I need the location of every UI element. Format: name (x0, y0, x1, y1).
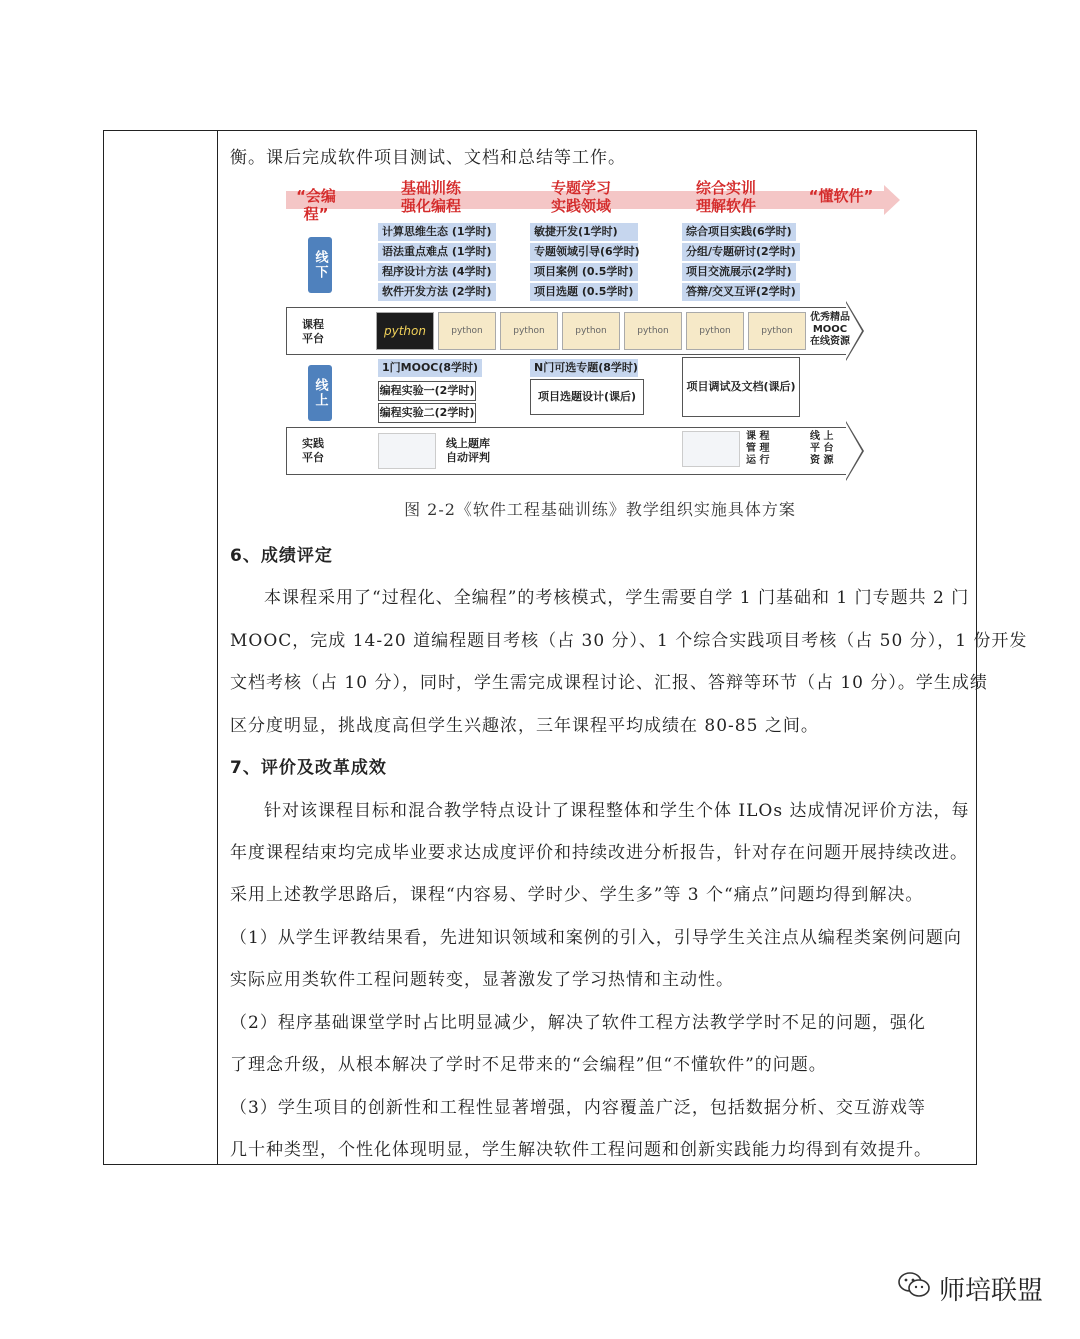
course-thumbnail: python (438, 312, 496, 350)
practice-end-label-2: 线 上 平 台 资 源 (810, 431, 834, 466)
judge-screenshot (378, 433, 436, 469)
phase-2 (541, 179, 621, 215)
offline-col2-item: 项目选题 (0.5学时) (530, 283, 638, 301)
online-lab-item: 编程实验一(2学时) (378, 381, 476, 401)
course-thumbnail: python (686, 312, 744, 350)
management-screenshot (682, 431, 740, 467)
offline-col1-item: 软件开发方法 (2学时) (378, 283, 496, 301)
course-platform-label: 课程 平台 (302, 318, 324, 345)
section-7-line: 实际应用类软件工程问题转变，显著激发了学习热情和主动性。 (230, 970, 734, 990)
offline-col2-item: 专题领域引导(6学时) (530, 243, 638, 261)
online-badge: 线上 (308, 365, 332, 421)
phase-2-line2: 实践领域 (550, 197, 611, 215)
offline-col3-item: 综合项目实践(6学时) (682, 223, 796, 241)
practice-platform-label: 实践 平台 (302, 437, 324, 464)
offline-col3-item: 分组/专题研讨(2学时) (682, 243, 800, 261)
section-7-line: （3）学生项目的创新性和工程性显著增强，内容覆盖广泛，包括数据分析、交互游戏等 (230, 1098, 926, 1118)
phase-1 (391, 179, 471, 215)
offline-badge: 线下 (308, 237, 332, 293)
section-7-line: 年度课程结束均完成毕业要求达成度评价和持续改进分析报告，针对存在问题开展持续改进。 (230, 843, 968, 863)
end-label: “懂软件” (808, 187, 874, 205)
section-6-title: 6、成绩评定 (230, 546, 333, 566)
document-table-frame (103, 130, 1028, 1165)
table-column-divider (217, 131, 218, 1164)
wechat-watermark (897, 1270, 1043, 1307)
phase-1-line2: 强化编程 (400, 197, 461, 215)
offline-col1-item: 计算思维生态 (1学时) (378, 223, 496, 241)
phase-3-line2: 理解软件 (695, 197, 756, 215)
section-7-line: （1）从学生评教结果看，先进知识领域和案例的引入，引导学生关注点从编程类案例问题向 (230, 928, 962, 948)
phase-2-line1: 专题学习 (550, 179, 611, 197)
course-thumbnail: python (562, 312, 620, 350)
phase-3 (686, 179, 766, 215)
offline-col2-item: 敏捷开发(1学时) (530, 223, 638, 241)
offline-col3-item: 答辩/交叉互评(2学时) (682, 283, 800, 301)
watermark-text: 师培联盟 (939, 1276, 1044, 1306)
phase-1-line1: 基础训练 (400, 179, 461, 197)
figure-caption: 图 2-2《软件工程基础训练》教学组织实施具体方案 (404, 500, 796, 519)
course-thumbnail: python (624, 312, 682, 350)
offline-col1-item: 程序设计方法 (4学时) (378, 263, 496, 281)
section-7-line: 了理念升级，从根本解决了学时不足带来的“会编程”但“不懂软件”的问题。 (230, 1055, 827, 1075)
project-debug-box: 项目调试及文档(课后) (682, 357, 800, 417)
project-selection-box: 项目选题设计(课后) (530, 379, 644, 415)
section-6-line: 文档考核（占 10 分），同时，学生需完成课程讨论、汇报、答辩等环节（占 10 分）。学生成绩 (230, 673, 988, 693)
course-thumbnail: python (500, 312, 558, 350)
section-6-line: 本课程采用了“过程化、全编程”的考核模式，学生需要自学 1 门基础和 1 门专题共 2 门 (264, 588, 970, 608)
offline-col2-item: 项目案例 (0.5学时) (530, 263, 638, 281)
online-mooc-item: 1门MOOC(8学时) (378, 359, 482, 377)
section-7-line: 采用上述教学思路后，课程“内容易、学时少、学生多”等 3 个“痛点”问题均得到解决。 (230, 885, 924, 905)
practice-mid-label: 线上题库 自动评判 (446, 437, 490, 464)
practice-end-label-1: 课 程 管 理 运 行 (746, 431, 770, 466)
intro-line: 衡。课后完成软件项目测试、文档和总结等工作。 (230, 148, 626, 168)
offline-col3-item: 项目交流展示(2学时) (682, 263, 796, 281)
section-7-line: （2）程序基础课堂学时占比明显减少，解决了软件工程方法教学学时不足的问题，强化 (230, 1013, 926, 1033)
offline-col1-item: 语法重点难点 (1学时) (378, 243, 496, 261)
wechat-icon (897, 1270, 931, 1307)
course-thumbnail: python (748, 312, 806, 350)
phase-3-line1: 综合实训 (695, 179, 756, 197)
platform-end-label: 优秀精品 MOOC 在线资源 (810, 312, 850, 347)
teaching-scheme-diagram (286, 179, 906, 479)
practice-platform-arrow-fill (846, 423, 862, 479)
section-7-line: 几十种类型，个性化体现明显，学生解决软件工程问题和创新实践能力均得到有效提升。 (230, 1140, 932, 1160)
section-6-line: MOOC，完成 14-20 道编程题目考核（占 30 分）、1 个综合实践项目考核（占 50 分），1 份开发 (230, 631, 1028, 651)
section-7-title: 7、评价及改革成效 (230, 758, 387, 778)
python-course-thumbnail: python (376, 312, 434, 350)
section-6-line: 区分度明显，挑战度高但学生兴趣浓，三年课程平均成绩在 80-85 之间。 (230, 716, 819, 736)
online-lab-item: 编程实验二(2学时) (378, 403, 476, 423)
section-7-line: 针对该课程目标和混合教学特点设计了课程整体和学生个体 ILOs 达成情况评价方法，每 (264, 801, 970, 821)
progress-arrow-head (884, 185, 900, 215)
online-topics-item: N门可选专题(8学时) (530, 359, 638, 377)
start-label: “会编程” (296, 187, 336, 223)
